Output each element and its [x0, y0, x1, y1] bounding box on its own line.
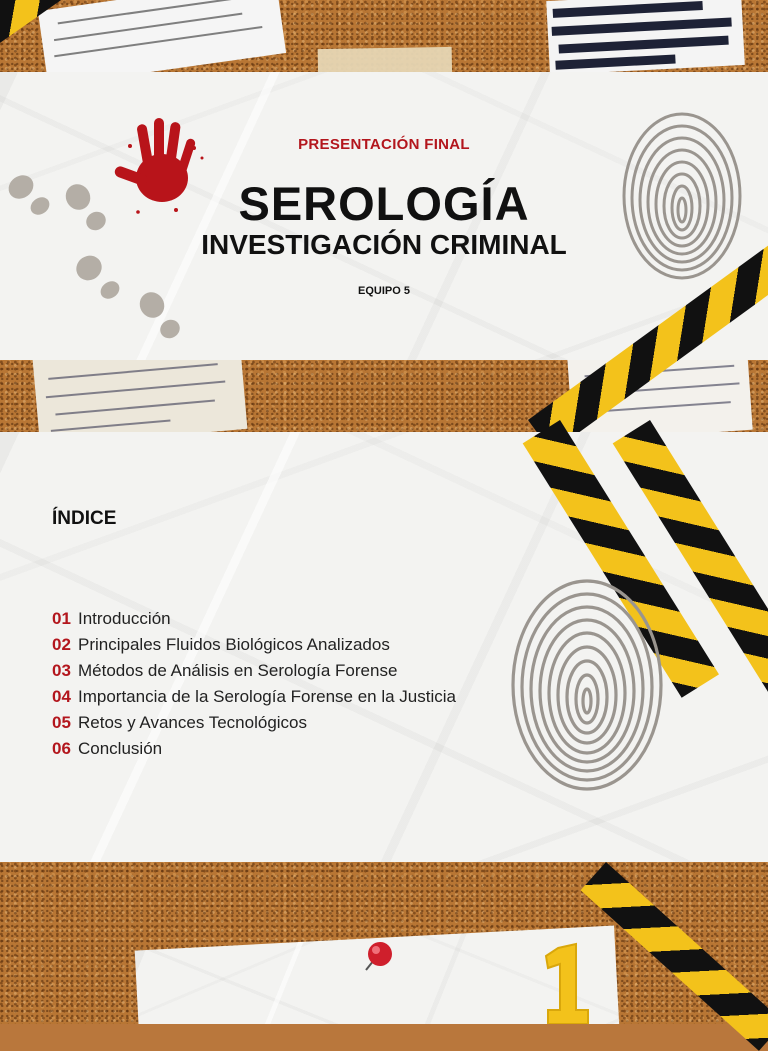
- item-label: Retos y Avances Tecnológicos: [78, 713, 308, 732]
- cover-kicker: PRESENTACIÓN FINAL: [298, 136, 470, 153]
- item-number: 03: [52, 661, 71, 680]
- list-item: [52, 632, 456, 658]
- number-one-icon: [536, 940, 600, 1024]
- handwritten-note-middle-left: [33, 360, 248, 432]
- item-number: 01: [52, 609, 71, 628]
- index-heading: ÍNDICE: [52, 508, 117, 529]
- item-number: 04: [52, 687, 71, 706]
- page-subtitle: INVESTIGACIÓN CRIMINAL: [201, 229, 567, 260]
- handwritten-note-top-left: [38, 0, 286, 72]
- item-label: Introducción: [78, 609, 171, 628]
- footprint-icon: [138, 290, 186, 344]
- masking-tape-top: [318, 47, 453, 72]
- list-item: [52, 658, 456, 684]
- item-label: Conclusión: [78, 739, 163, 758]
- cork-band-top: [0, 0, 768, 72]
- fingerprint-icon: [508, 576, 666, 794]
- item-number: 06: [52, 739, 71, 758]
- item-number: 05: [52, 713, 71, 732]
- list-item: [52, 710, 456, 736]
- index-list: [52, 606, 456, 762]
- item-label: Principales Fluidos Biológicos Analizados: [78, 635, 390, 654]
- item-label: Métodos de Análisis en Serología Forense: [78, 661, 398, 680]
- pushpin-icon: [358, 936, 398, 976]
- item-label: Importancia de la Serología Forense en la Justicia: [78, 687, 456, 706]
- list-item: [52, 606, 456, 632]
- newspaper-clipping-top-right: [546, 0, 745, 72]
- list-item: [52, 736, 456, 762]
- item-number: 02: [52, 635, 71, 654]
- list-item: [52, 684, 456, 710]
- team-label: EQUIPO 5: [358, 285, 410, 297]
- page-title: SEROLOGÍA: [238, 177, 530, 230]
